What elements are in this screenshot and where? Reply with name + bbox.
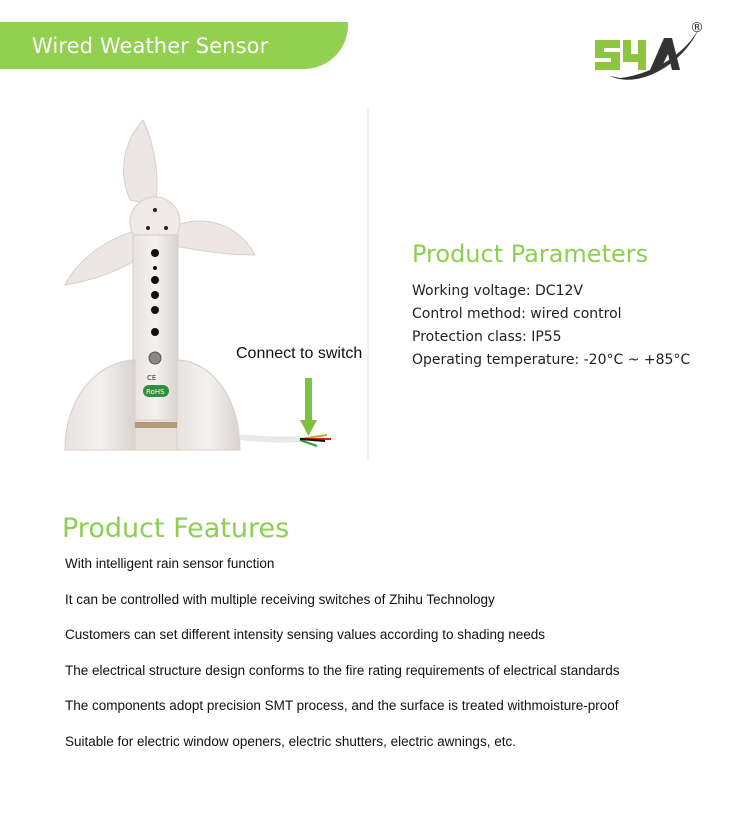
param-operating-temperature: Operating temperature: -20°C ~ +85°C <box>412 352 691 368</box>
connect-to-switch-callout: Connect to switch <box>236 345 363 362</box>
parameters-heading: Product Parameters <box>412 240 649 268</box>
param-control-method: Control method: wired control <box>412 306 622 322</box>
features-heading: Product Features <box>62 513 290 544</box>
param-protection-class: Protection class: IP55 <box>412 329 562 345</box>
feature-item: The components adopt precision SMT process, and the surface is treated withmoisture-proof <box>65 698 619 713</box>
svg-text:RoHS: RoHS <box>146 388 165 396</box>
feature-item: The electrical structure design conforms to the fire rating requirements of electrical standards <box>65 662 620 678</box>
vertical-divider <box>367 107 369 460</box>
title-banner <box>0 22 348 69</box>
product-parameters-section <box>412 240 690 372</box>
registered-mark: ® <box>690 20 704 36</box>
feature-item: Suitable for electric window openers, electric shutters, electric awnings, etc. <box>65 733 516 749</box>
feature-item: Customers can set different intensity sensing values according to shading needs <box>65 627 546 642</box>
weather-sensor-image <box>55 110 355 460</box>
feature-item: It can be controlled with multiple receiving switches of Zhihu Technology <box>65 591 495 607</box>
svg-text:CE: CE <box>147 374 157 382</box>
page-title: Wired Weather Sensor <box>32 33 269 58</box>
product-features-section <box>62 513 620 767</box>
param-working-voltage: Working voltage: DC12V <box>412 283 583 299</box>
feature-item: With intelligent rain sensor function <box>65 556 275 571</box>
